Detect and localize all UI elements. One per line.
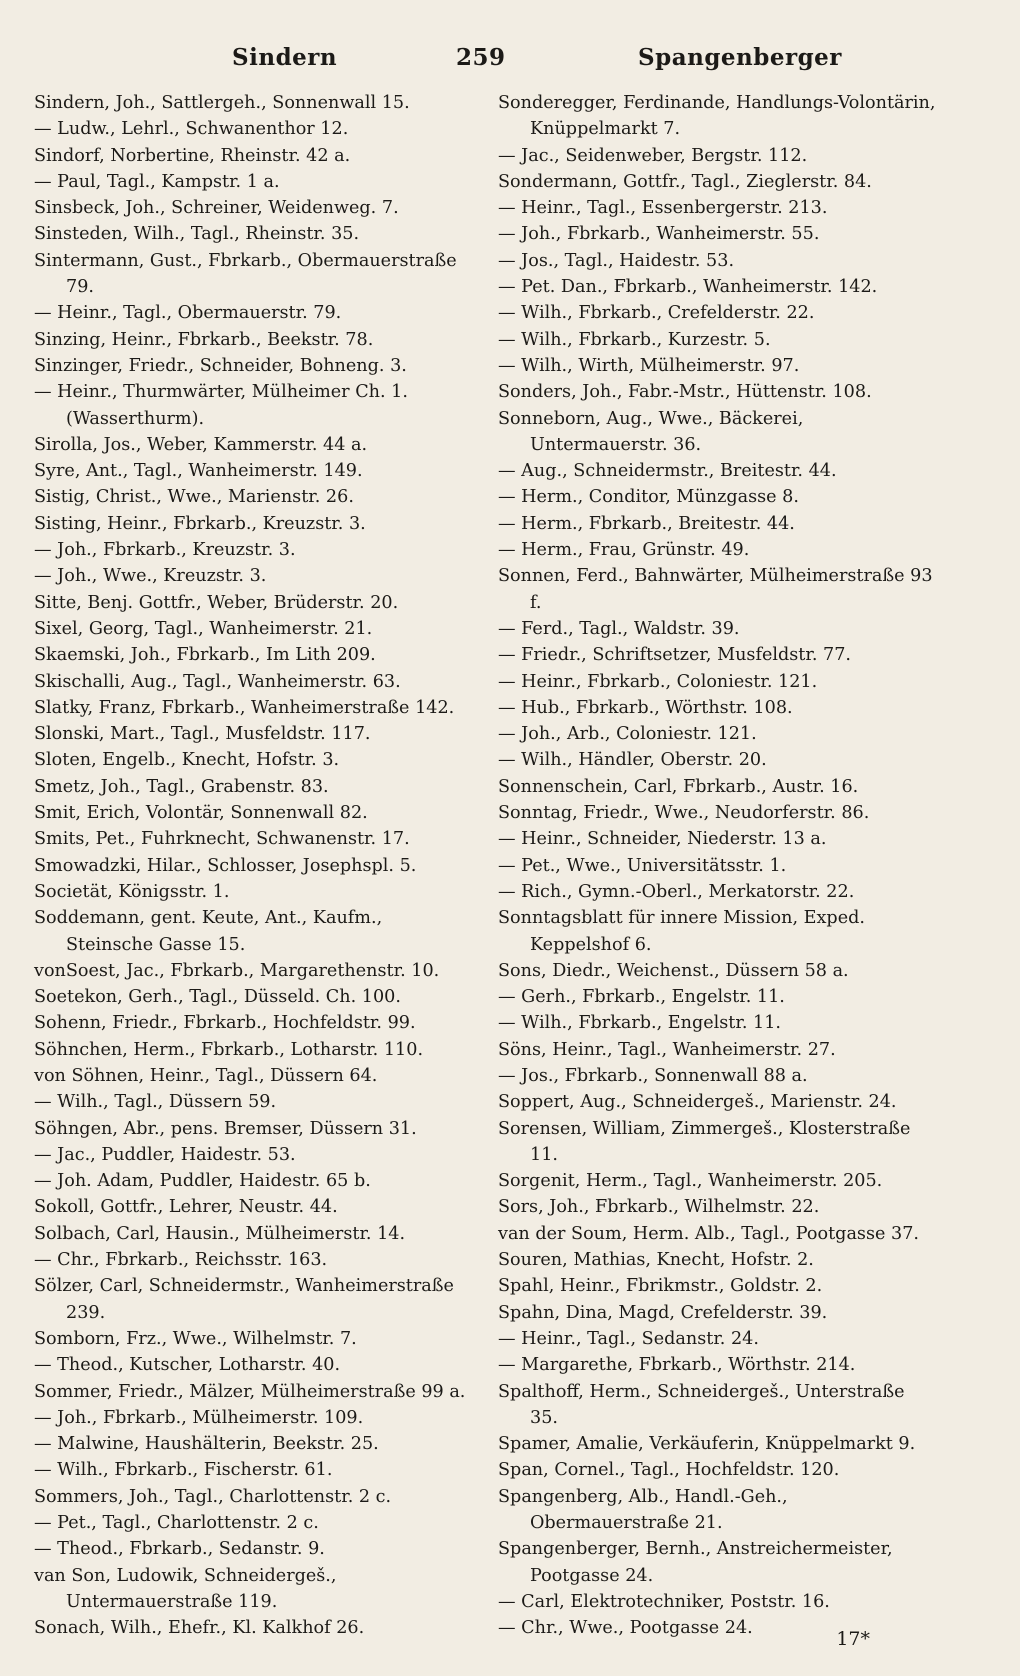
directory-entry: von Söhnen, Heinr., Tagl., Düssern 64.	[34, 1065, 378, 1086]
directory-entry: Sinzinger, Friedr., Schneider, Bohneng. 3.	[34, 355, 407, 376]
directory-entry: — Joh., Fbrkarb., Wanheimerstr. 55.	[498, 224, 820, 245]
directory-entry: Sohenn, Friedr., Fbrkarb., Hochfeldstr. 99.	[34, 1013, 416, 1034]
directory-entry: Spangenberger, Bernh., Anstreichermeister, Pootgasse 24.	[498, 1539, 893, 1586]
directory-entry: — Carl, Elektrotechniker, Poststr. 16.	[498, 1591, 830, 1612]
directory-entry: Soetekon, Gerh., Tagl., Düsseld. Ch. 100.	[34, 987, 401, 1008]
directory-entry: — Wilh., Händler, Oberstr. 20.	[498, 750, 767, 771]
directory-entry: Sinzing, Heinr., Fbrkarb., Beekstr. 78.	[34, 329, 374, 350]
directory-entry: — Joh. Adam, Puddler, Haidestr. 65 b.	[34, 1171, 371, 1192]
directory-entry: Sistig, Christ., Wwe., Marienstr. 26.	[34, 487, 354, 508]
directory-entry: — Wilh., Fbrkarb., Kurzestr. 5.	[498, 329, 771, 350]
directory-entry: Sinsteden, Wilh., Tagl., Rheinstr. 35.	[34, 224, 360, 245]
directory-entry: — Heinr., Fbrkarb., Coloniestr. 121.	[498, 671, 818, 692]
directory-entry: — Heinr., Schneider, Niederstr. 13 a.	[498, 829, 827, 850]
directory-entry: Sisting, Heinr., Fbrkarb., Kreuzstr. 3.	[34, 513, 366, 534]
directory-entry: — Malwine, Haushälterin, Beekstr. 25.	[34, 1434, 379, 1455]
directory-entry: — Wilh., Tagl., Düssern 59.	[34, 1092, 277, 1113]
directory-entry: — Paul, Tagl., Kampstr. 1 a.	[34, 171, 280, 192]
directory-entry: Sindern, Joh., Sattlergeh., Sonnenwall 15.	[34, 93, 410, 113]
running-head-left: Sindern	[232, 44, 338, 71]
directory-entry: Sonnen, Ferd., Bahnwärter, Mülheimerstraße 93 f.	[498, 566, 933, 613]
directory-entry: Sorensen, William, Zimmergeš., Klosterstraße 11.	[498, 1118, 911, 1165]
directory-entry: Souren, Mathias, Knecht, Hofstr. 2.	[498, 1250, 814, 1271]
directory-entry: — Herm., Conditor, Münzgasse 8.	[498, 487, 799, 508]
directory-entry: — Theod., Kutscher, Lotharstr. 40.	[34, 1355, 341, 1376]
directory-entry: — Joh., Wwe., Kreuzstr. 3.	[34, 566, 267, 587]
directory-entry: — Pet. Dan., Fbrkarb., Wanheimerstr. 142.	[498, 277, 878, 298]
directory-entry: — Pet., Wwe., Universitätsstr. 1.	[498, 855, 787, 876]
directory-entry: — Joh., Fbrkarb., Mülheimerstr. 109.	[34, 1407, 364, 1428]
directory-entry: Sons, Diedr., Weichenst., Düssern 58 a.	[498, 960, 849, 981]
directory-entry: Sommers, Joh., Tagl., Charlottenstr. 2 c.	[34, 1486, 392, 1507]
directory-entry: Sorgenit, Herm., Tagl., Wanheimerstr. 205.	[498, 1171, 883, 1192]
directory-entry: — Heinr., Tagl., Obermauerstr. 79.	[34, 303, 342, 324]
directory-entry: — Pet., Tagl., Charlottenstr. 2 c.	[34, 1513, 319, 1534]
directory-entry: Smits, Pet., Fuhrknecht, Schwanenstr. 17.	[34, 829, 410, 850]
directory-entry: Sonnenschein, Carl, Fbrkarb., Austr. 16.	[498, 776, 859, 797]
directory-entry: Sitte, Benj. Gottfr., Weber, Brüderstr. 20.	[34, 592, 399, 613]
directory-entry: Spamer, Amalie, Verkäuferin, Knüppelmarkt 9.	[498, 1434, 916, 1455]
directory-entry: — Jac., Seidenweber, Bergstr. 112.	[498, 145, 808, 166]
directory-entry: Solbach, Carl, Hausin., Mülheimerstr. 14.	[34, 1223, 406, 1244]
directory-entry: Soddemann, gent. Keute, Ant., Kaufm., Steinsche Gasse 15.	[34, 908, 383, 955]
directory-entry: — Heinr., Thurmwärter, Mülheimer Ch. 1. (Wasserthurm).	[34, 382, 408, 429]
directory-entry: Spangenberg, Alb., Handl.-Geh., Obermauerstraße 21.	[498, 1486, 788, 1534]
directory-entry: Slatky, Franz, Fbrkarb., Wanheimerstraße 142.	[34, 697, 455, 718]
directory-entry: Sölzer, Carl, Schneidermstr., Wanheimerstraße 239.	[34, 1276, 454, 1323]
directory-entry: — Wilh., Fbrkarb., Engelstr. 11.	[498, 1013, 782, 1034]
directory-entry: Sinsbeck, Joh., Schreiner, Weidenweg. 7.	[34, 198, 399, 219]
directory-entry: — Aug., Schneidermstr., Breitestr. 44.	[498, 461, 837, 482]
directory-entry: — Rich., Gymn.-Oberl., Merkatorstr. 22.	[498, 881, 855, 902]
directory-entry: Sloten, Engelb., Knecht, Hofstr. 3.	[34, 750, 340, 771]
directory-entry: Smit, Erich, Volontär, Sonnenwall 82.	[34, 803, 368, 824]
directory-entry: Slonski, Mart., Tagl., Musfeldstr. 117.	[34, 724, 371, 745]
directory-entry: — Joh., Arb., Coloniestr. 121.	[498, 724, 757, 745]
directory-entry: Sixel, Georg, Tagl., Wanheimerstr. 21.	[34, 618, 373, 639]
directory-entry: Söhngen, Abr., pens. Bremser, Düssern 31.	[34, 1118, 417, 1139]
directory-entry: — Chr., Wwe., Pootgasse 24.	[498, 1618, 753, 1639]
directory-entry: Spalthoff, Herm., Schneidergeš., Unterstraße 35.	[498, 1381, 905, 1428]
directory-entry: — Jos., Tagl., Haidestr. 53.	[498, 250, 735, 271]
directory-entry: Sonntagsblatt für innere Mission, Exped. Keppelshof 6.	[498, 908, 865, 955]
directory-entry: — Jos., Fbrkarb., Sonnenwall 88 a.	[498, 1065, 808, 1086]
directory-entry: Sindorf, Norbertine, Rheinstr. 42 a.	[34, 145, 351, 166]
directory-entry: — Gerh., Fbrkarb., Engelstr. 11.	[498, 987, 785, 1008]
directory-entry: — Ludw., Lehrl., Schwanenthor 12.	[34, 119, 349, 140]
directory-entry: Syre, Ant., Tagl., Wanheimerstr. 149.	[34, 461, 363, 482]
directory-entry: — Margarethe, Fbrkarb., Wörthstr. 214.	[498, 1355, 856, 1376]
directory-entry: Sonntag, Friedr., Wwe., Neudorferstr. 86.	[498, 803, 870, 824]
directory-entry: — Friedr., Schriftsetzer, Musfeldstr. 77.	[498, 645, 851, 666]
directory-entry: Sors, Joh., Fbrkarb., Wilhelmstr. 22.	[498, 1197, 820, 1218]
directory-entry: vonSoest, Jac., Fbrkarb., Margarethenstr. 10.	[34, 960, 440, 981]
directory-entry: Söhnchen, Herm., Fbrkarb., Lotharstr. 110.	[34, 1039, 424, 1060]
directory-entry: Spahn, Dina, Magd, Crefelderstr. 39.	[498, 1302, 828, 1323]
directory-entry: Sokoll, Gottfr., Lehrer, Neustr. 44.	[34, 1197, 338, 1218]
directory-entry: — Wilh., Fbrkarb., Fischerstr. 61.	[34, 1460, 333, 1481]
directory-entry: — Heinr., Tagl., Sedanstr. 24.	[498, 1328, 759, 1349]
directory-entry: Skaemski, Joh., Fbrkarb., Im Lith 209.	[34, 645, 376, 666]
directory-entry: Sommer, Friedr., Mälzer, Mülheimerstraße 99 a.	[34, 1381, 466, 1402]
directory-entry: Somborn, Frz., Wwe., Wilhelmstr. 7.	[34, 1328, 357, 1349]
directory-entry: Söns, Heinr., Tagl., Wanheimerstr. 27.	[498, 1039, 836, 1060]
directory-entry: van der Soum, Herm. Alb., Tagl., Pootgasse 37.	[498, 1223, 919, 1244]
directory-entry: Skischalli, Aug., Tagl., Wanheimerstr. 63.	[34, 671, 401, 692]
directory-entry: — Wilh., Wirth, Mülheimerstr. 97.	[498, 355, 800, 376]
directory-entry: Smetz, Joh., Tagl., Grabenstr. 83.	[34, 776, 329, 797]
directory-entry: — Chr., Fbrkarb., Reichsstr. 163.	[34, 1250, 328, 1271]
directory-entry: van Son, Ludowik, Schneidergeš., Untermauerstraße 119.	[34, 1565, 337, 1612]
directory-entry: — Joh., Fbrkarb., Kreuzstr. 3.	[34, 540, 296, 561]
right-column	[498, 90, 938, 1642]
directory-entry: Societät, Königsstr. 1.	[34, 881, 230, 902]
directory-entry: Sonders, Joh., Fabr.-Mstr., Hüttenstr. 108.	[498, 382, 872, 403]
directory-entry: — Herm., Fbrkarb., Breitestr. 44.	[498, 513, 795, 534]
directory-entry: — Wilh., Fbrkarb., Crefelderstr. 22.	[498, 303, 815, 324]
directory-entry: Sintermann, Gust., Fbrkarb., Obermauerstraße 79.	[34, 250, 457, 298]
directory-entry: — Heinr., Tagl., Essenbergerstr. 213.	[498, 198, 828, 219]
directory-entry: Sirolla, Jos., Weber, Kammerstr. 44 a.	[34, 434, 368, 455]
page-number: 259	[456, 44, 506, 71]
directory-entry: Sonderegger, Ferdinande, Handlungs-Volontärin, Knüppelmarkt 7.	[498, 93, 936, 140]
directory-entry: — Herm., Frau, Grünstr. 49.	[498, 540, 750, 561]
directory-entry: — Ferd., Tagl., Waldstr. 39.	[498, 618, 740, 639]
directory-entry: — Jac., Puddler, Haidestr. 53.	[34, 1144, 296, 1165]
directory-entry: Sonneborn, Aug., Wwe., Bäckerei, Untermauerstr. 36.	[498, 408, 804, 455]
directory-entry: Smowadzki, Hilar., Schlosser, Josephspl. 5.	[34, 855, 417, 876]
signature-mark: 17*	[836, 1628, 870, 1650]
directory-entry: — Hub., Fbrkarb., Wörthstr. 108.	[498, 697, 793, 718]
directory-entry: Spahl, Heinr., Fbrikmstr., Goldstr. 2.	[498, 1276, 823, 1297]
directory-entry: Soppert, Aug., Schneidergeš., Marienstr. 24.	[498, 1092, 897, 1113]
directory-entry: Sondermann, Gottfr., Tagl., Zieglerstr. 84.	[498, 171, 872, 192]
directory-entry: Span, Cornel., Tagl., Hochfeldstr. 120.	[498, 1460, 840, 1481]
directory-entry: Sonach, Wilh., Ehefr., Kl. Kalkhof 26.	[34, 1618, 365, 1639]
directory-entry: — Theod., Fbrkarb., Sedanstr. 9.	[34, 1539, 325, 1560]
running-head-right: Spangenberger	[638, 44, 842, 71]
left-column	[34, 90, 474, 1642]
